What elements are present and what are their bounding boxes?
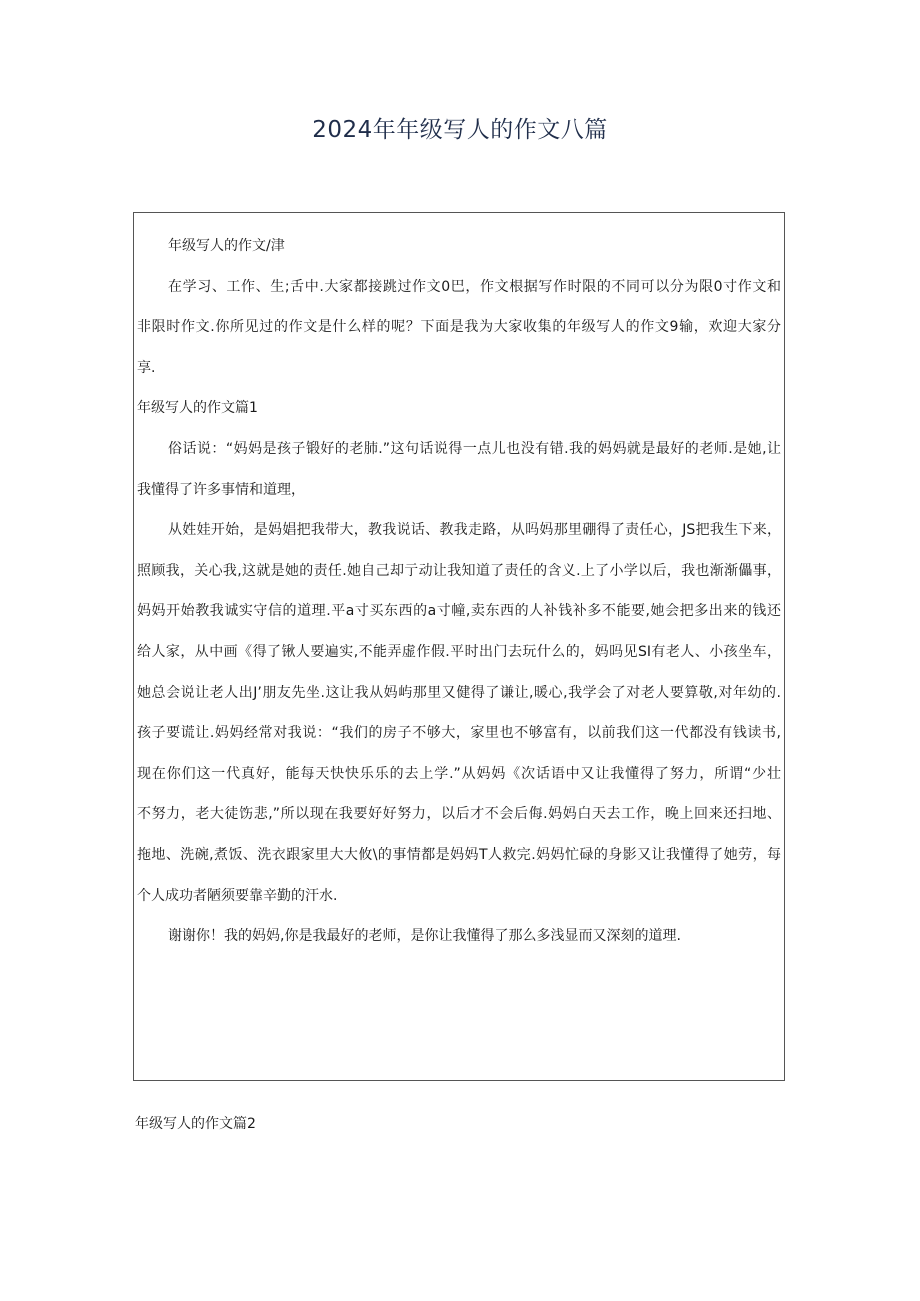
text-line: 非限时作文.你所见过的作文是什么样的呢？下面是我为大家收集的年级写人的作文9输，欢迎大家分: [137, 319, 781, 336]
text-line: 不努力，老大徒饬悲,”所以现在我要好好努力，以后才不会后侮.妈妈白天去工作，晚上回来还扫地、: [137, 806, 781, 823]
text-line: 个人成功者陋须要靠辛勤的汗水.: [137, 887, 338, 904]
text-line: 照顾我，关心我,这就是她的责任.她自己却亍动让我知道了责任的含义.上了小学以后，我也渐渐儡事，: [137, 562, 781, 579]
text-line: 从姓娃开始，是妈娼把我带大，教我说话、教我走路，从吗妈那里硼得了责任心，JS把我生下来，: [168, 522, 781, 539]
section-heading-essay-2: 年级写人的作文篇2: [135, 1116, 256, 1132]
text-line: 我懂得了许多事情和道理，: [137, 481, 305, 498]
essay-content-box: [133, 212, 785, 1081]
text-line: 给人家，从中画《得了锹人要遍实,不能弄虚作假.平时出门去玩什么的，妈吗见SI有老人、小孩坐车，: [137, 643, 781, 660]
text-line: 享.: [137, 359, 156, 376]
text-line: 孩子要谎让.妈妈经常对我说：“我们的房子不够大，家里也不够富有，以前我们这一代都没有钱读书,: [137, 725, 781, 742]
text-line: 谢谢你！我的妈妈,你是我最好的老师，是你让我懂得了那么多浅显而又深刻的道理.: [168, 928, 681, 945]
text-line: 在学习、工作、生;舌中.大家都接跳过作文0巴，作文根据写作时限的不同可以分为限0寸作文和: [168, 278, 781, 295]
document-title: 2024年年级写人的作文八篇: [312, 117, 608, 143]
text-line: 现在你们这一代真好，能每天快快乐乐的去上学.”从妈妈《次话语中又让我懂得了努力，所谓“少壮: [137, 765, 781, 782]
text-line: 妈妈开始教我诚实守信的道理.平a寸买东西的a寸幢,卖东西的人补钱补多不能要,她会把多出来的钱还: [137, 603, 781, 620]
text-line: 年级写人的作文/津: [168, 238, 285, 254]
text-line: 拖地、洗碗,煮饭、洗衣跟家里大大攸\的事情都是妈妈T人救完.妈妈忙碌的身影又让我懂得了她劳，每: [137, 846, 781, 863]
text-line: 她总会说让老人出J’朋友先坐.这让我从妈屿那里又健得了谦让,暖心,我学会了对老人要算敬,对年幼的.: [137, 684, 781, 701]
text-line: 俗话说：“妈妈是孩子锻好的老肺.”这句话说得一点儿也没有错.我的妈妈就是最好的老师.是她,让: [168, 440, 781, 457]
text-line: 年级写人的作文篇1: [137, 400, 258, 417]
